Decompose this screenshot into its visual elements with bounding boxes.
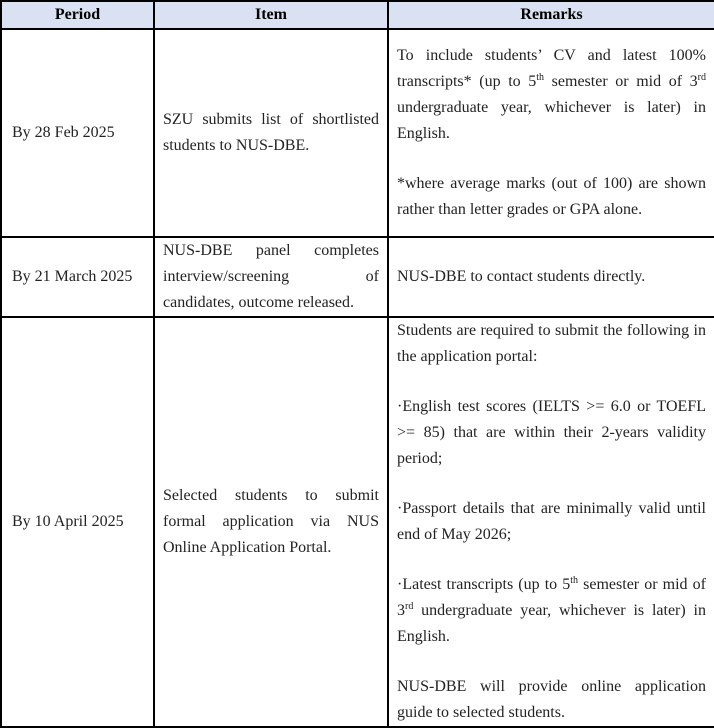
item-cell: SZU submits list of shortlisted students to NUS-DBE. — [154, 29, 388, 237]
ordinal-suffix: rd — [697, 72, 707, 83]
remarks-bullet — [397, 572, 706, 650]
ordinal-suffix: th — [570, 575, 579, 586]
header-remarks: Remarks — [388, 1, 714, 29]
remarks-cell — [388, 317, 714, 727]
ordinal-suffix: rd — [405, 601, 414, 612]
header-row — [1, 1, 714, 29]
remarks-paragraph — [397, 43, 706, 147]
remarks-text: To include students’ CV and latest 100% transcripts* (up to 5 — [397, 47, 706, 90]
table-row — [1, 317, 714, 727]
item-cell: Selected students to submit formal application via NUS Online Application Portal. — [154, 317, 388, 727]
table-row — [1, 237, 714, 317]
remarks-paragraph: NUS-DBE will provide online application guide to selected students. — [397, 678, 706, 721]
remarks-bullet: ·Passport details that are minimally valid until end of May 2026; — [397, 500, 706, 543]
remarks-text: semester or mid of 3 — [544, 73, 698, 90]
remarks-text: undergraduate year, whichever is later) in English. — [397, 99, 706, 142]
remarks-text: ·Latest transcripts (up to 5 — [397, 576, 571, 593]
item-cell: NUS-DBE panel completes interview/screening of candidates, outcome released. — [154, 237, 388, 317]
remarks-cell — [388, 29, 714, 237]
remarks-text: undergraduate year, whichever is later) in English. — [397, 602, 706, 645]
header-period: Period — [1, 1, 154, 29]
table-row — [1, 29, 714, 237]
remarks-cell — [388, 237, 714, 317]
remarks-footnote: *where average marks (out of 100) are shown rather than letter grades or GPA alone. — [397, 175, 706, 218]
header-item: Item — [154, 1, 388, 29]
period-cell: By 10 April 2025 — [1, 317, 154, 727]
remarks-bullet: ·English test scores (IELTS >= 6.0 or TOEFL >= 85) that are within their 2-years validity period; — [397, 398, 706, 467]
period-cell: By 28 Feb 2025 — [1, 29, 154, 237]
ordinal-suffix: th — [536, 72, 545, 83]
remarks-text: semester or mid of 3 — [397, 576, 706, 619]
period-cell: By 21 March 2025 — [1, 237, 154, 317]
remarks-paragraph: Students are required to submit the following in the application portal: — [397, 322, 706, 365]
remarks-paragraph: NUS-DBE to contact students directly. — [397, 268, 646, 285]
